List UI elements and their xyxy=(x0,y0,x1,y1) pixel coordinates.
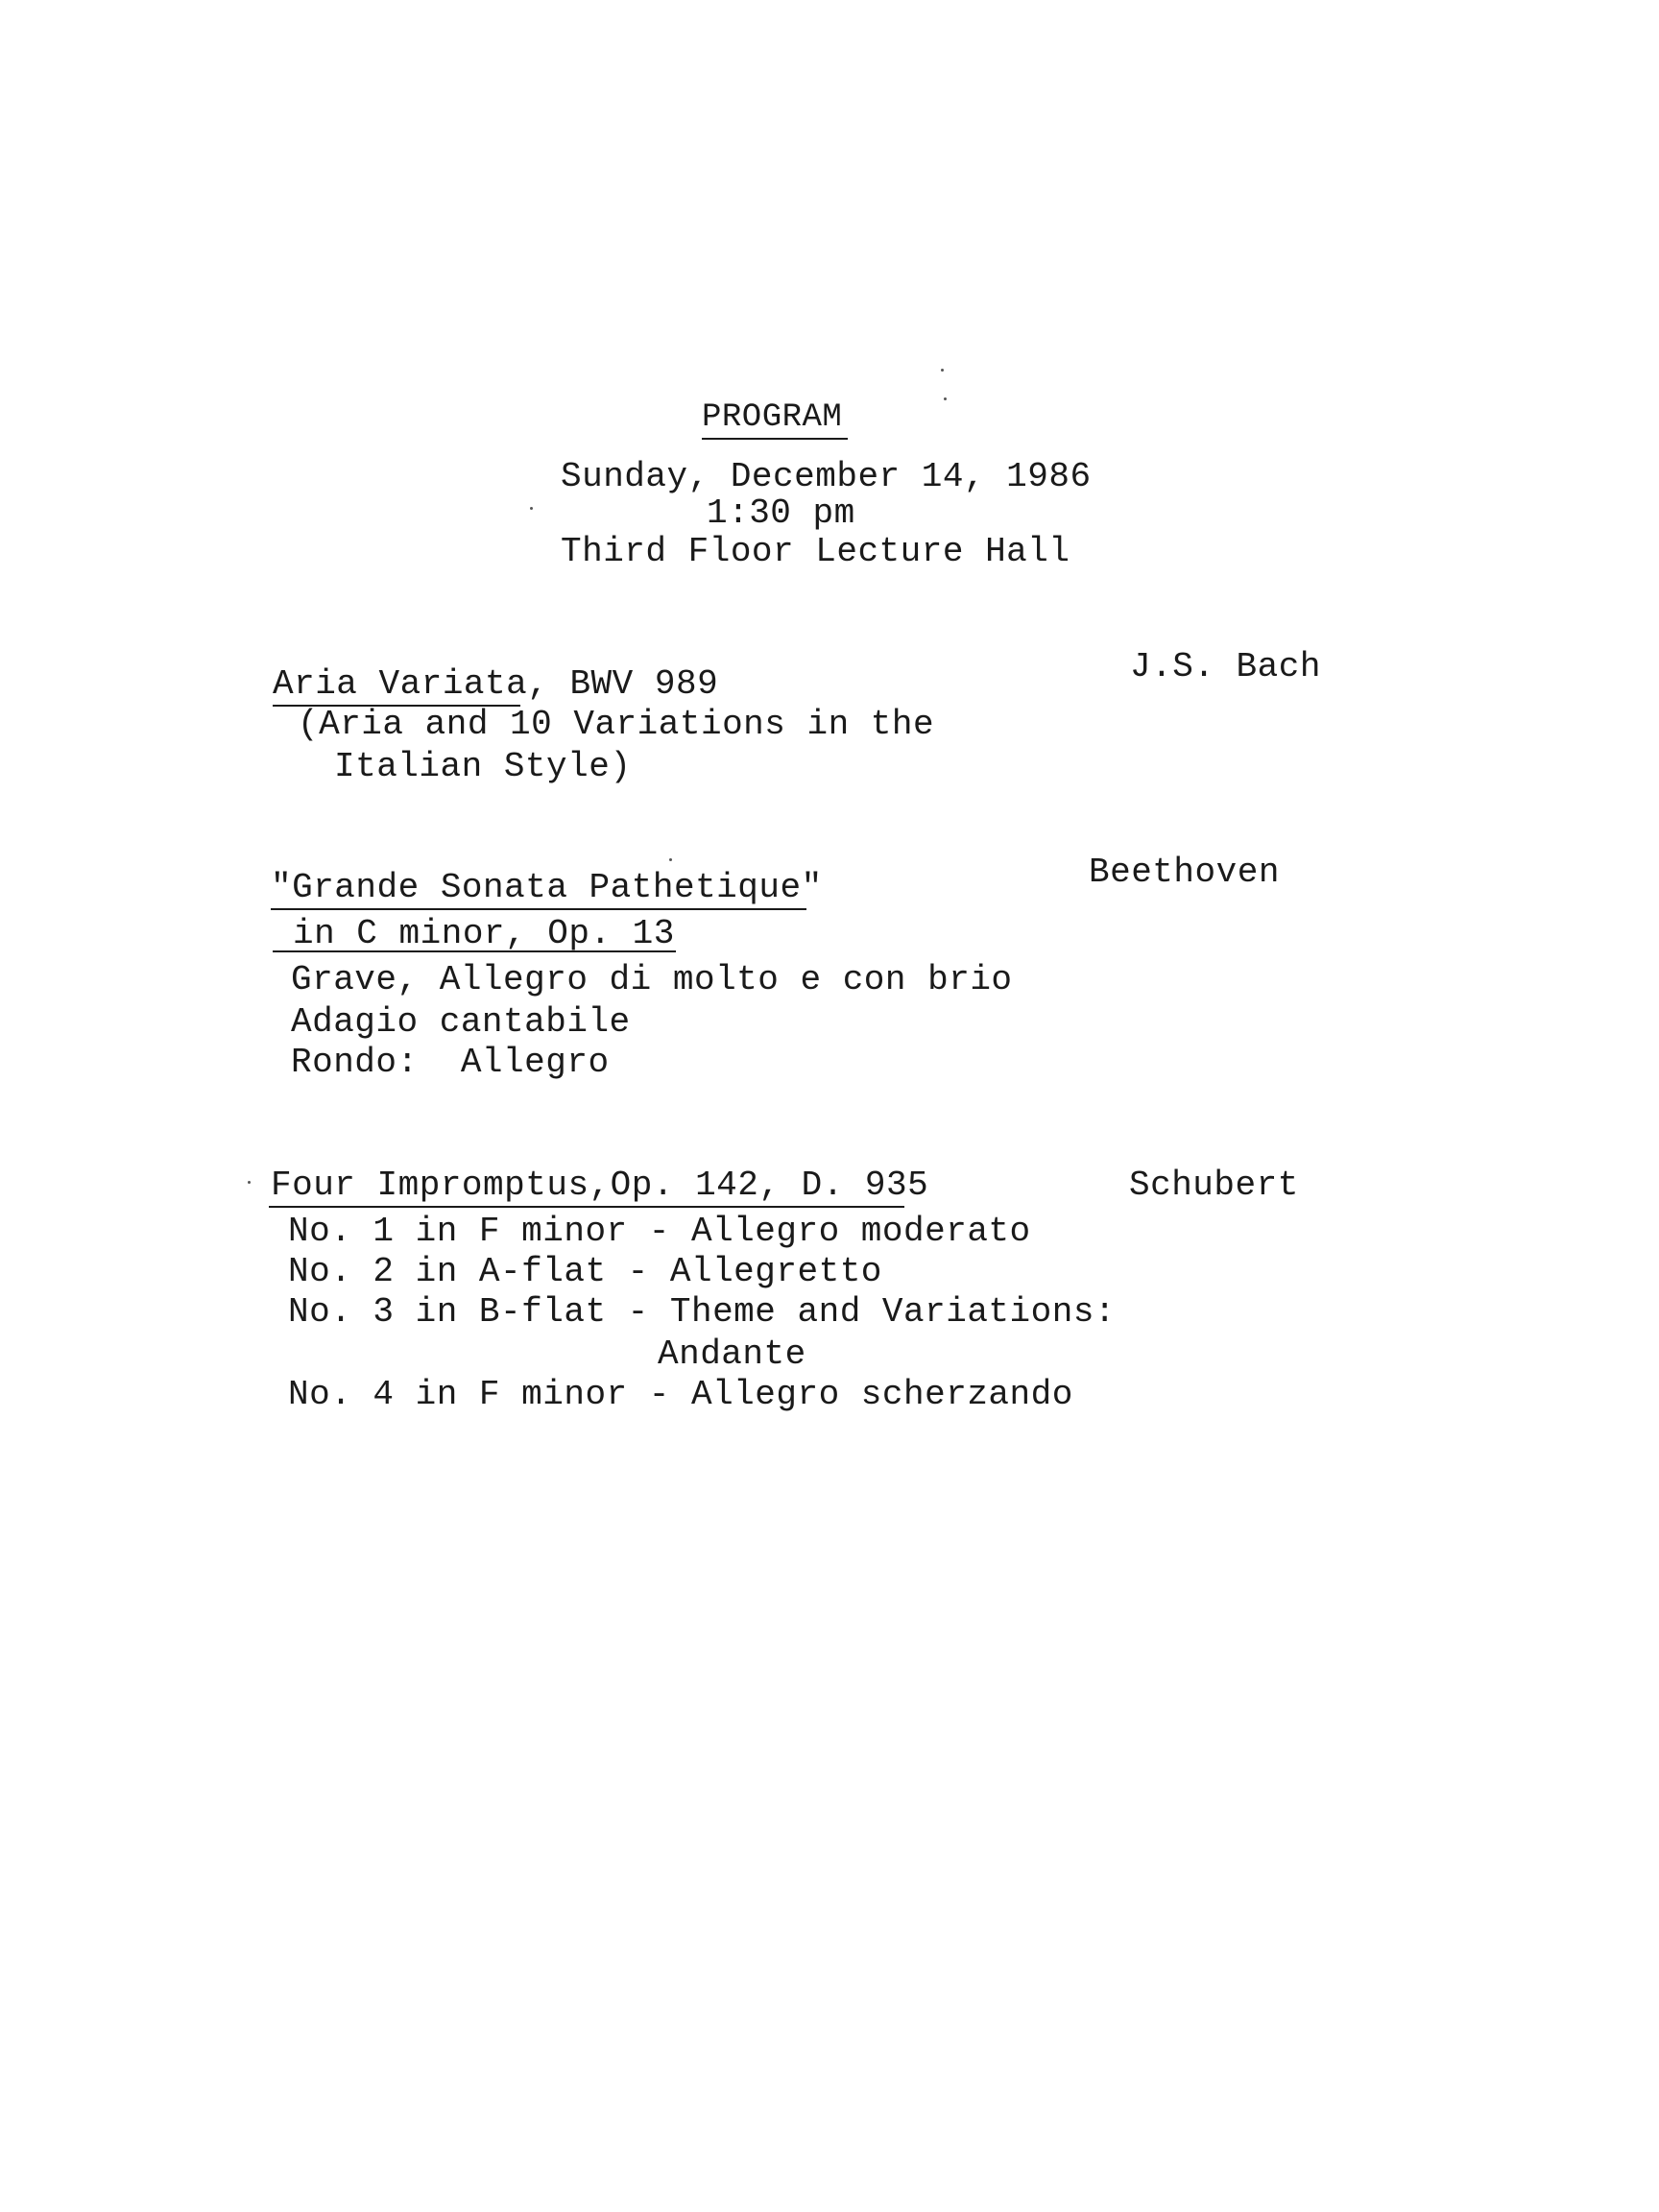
piece-1-composer: J.S. Bach xyxy=(1130,647,1321,686)
piece-1-line-2: Italian Style) xyxy=(334,747,632,786)
piece-3-composer: Schubert xyxy=(1129,1166,1299,1205)
piece-1-title: Aria Variata xyxy=(273,664,528,704)
program-title: PROGRAM xyxy=(702,399,843,436)
scan-speck xyxy=(944,397,947,400)
scan-speck xyxy=(941,369,944,372)
piece-1-title-line xyxy=(273,664,718,705)
piece-3-title-underline xyxy=(269,1206,904,1208)
piece-3-impromptu-2: No. 2 in A-flat - Allegretto xyxy=(288,1252,882,1291)
piece-3-impromptu-1: No. 1 in F minor - Allegro moderato xyxy=(288,1212,1031,1251)
piece-2-subtitle-underline xyxy=(273,950,676,952)
piece-2-title: "Grande Sonata Pathetique" xyxy=(271,868,823,907)
concert-date: Sunday, December 14, 1986 xyxy=(561,457,1092,496)
piece-1-line-1: (Aria and 10 Variations in the xyxy=(298,705,935,744)
piece-2-movement-2: Adagio cantabile xyxy=(291,1002,631,1042)
scan-speck xyxy=(669,858,672,861)
piece-1-title-rest: , BWV 989 xyxy=(527,664,719,704)
scan-speck xyxy=(530,507,533,510)
piece-3-impromptu-3-tempo: Andante xyxy=(658,1334,806,1374)
piece-3-impromptu-4: No. 4 in F minor - Allegro scherzando xyxy=(288,1375,1073,1414)
piece-2-movement-3: Rondo: Allegro xyxy=(291,1043,610,1082)
concert-time: 1:30 pm xyxy=(707,493,855,533)
piece-2-composer: Beethoven xyxy=(1089,853,1280,892)
scan-speck xyxy=(248,1181,251,1184)
piece-2-movement-1: Grave, Allegro di molto e con brio xyxy=(291,960,1013,999)
piece-3-title: Four Impromptus,Op. 142, D. 935 xyxy=(271,1166,929,1205)
concert-venue: Third Floor Lecture Hall xyxy=(561,532,1070,571)
piece-2-subtitle: in C minor, Op. 13 xyxy=(293,914,675,953)
piece-2-title-underline xyxy=(271,908,806,910)
program-title-underline xyxy=(702,438,848,440)
piece-3-impromptu-3: No. 3 in B-flat - Theme and Variations: xyxy=(288,1292,1117,1332)
